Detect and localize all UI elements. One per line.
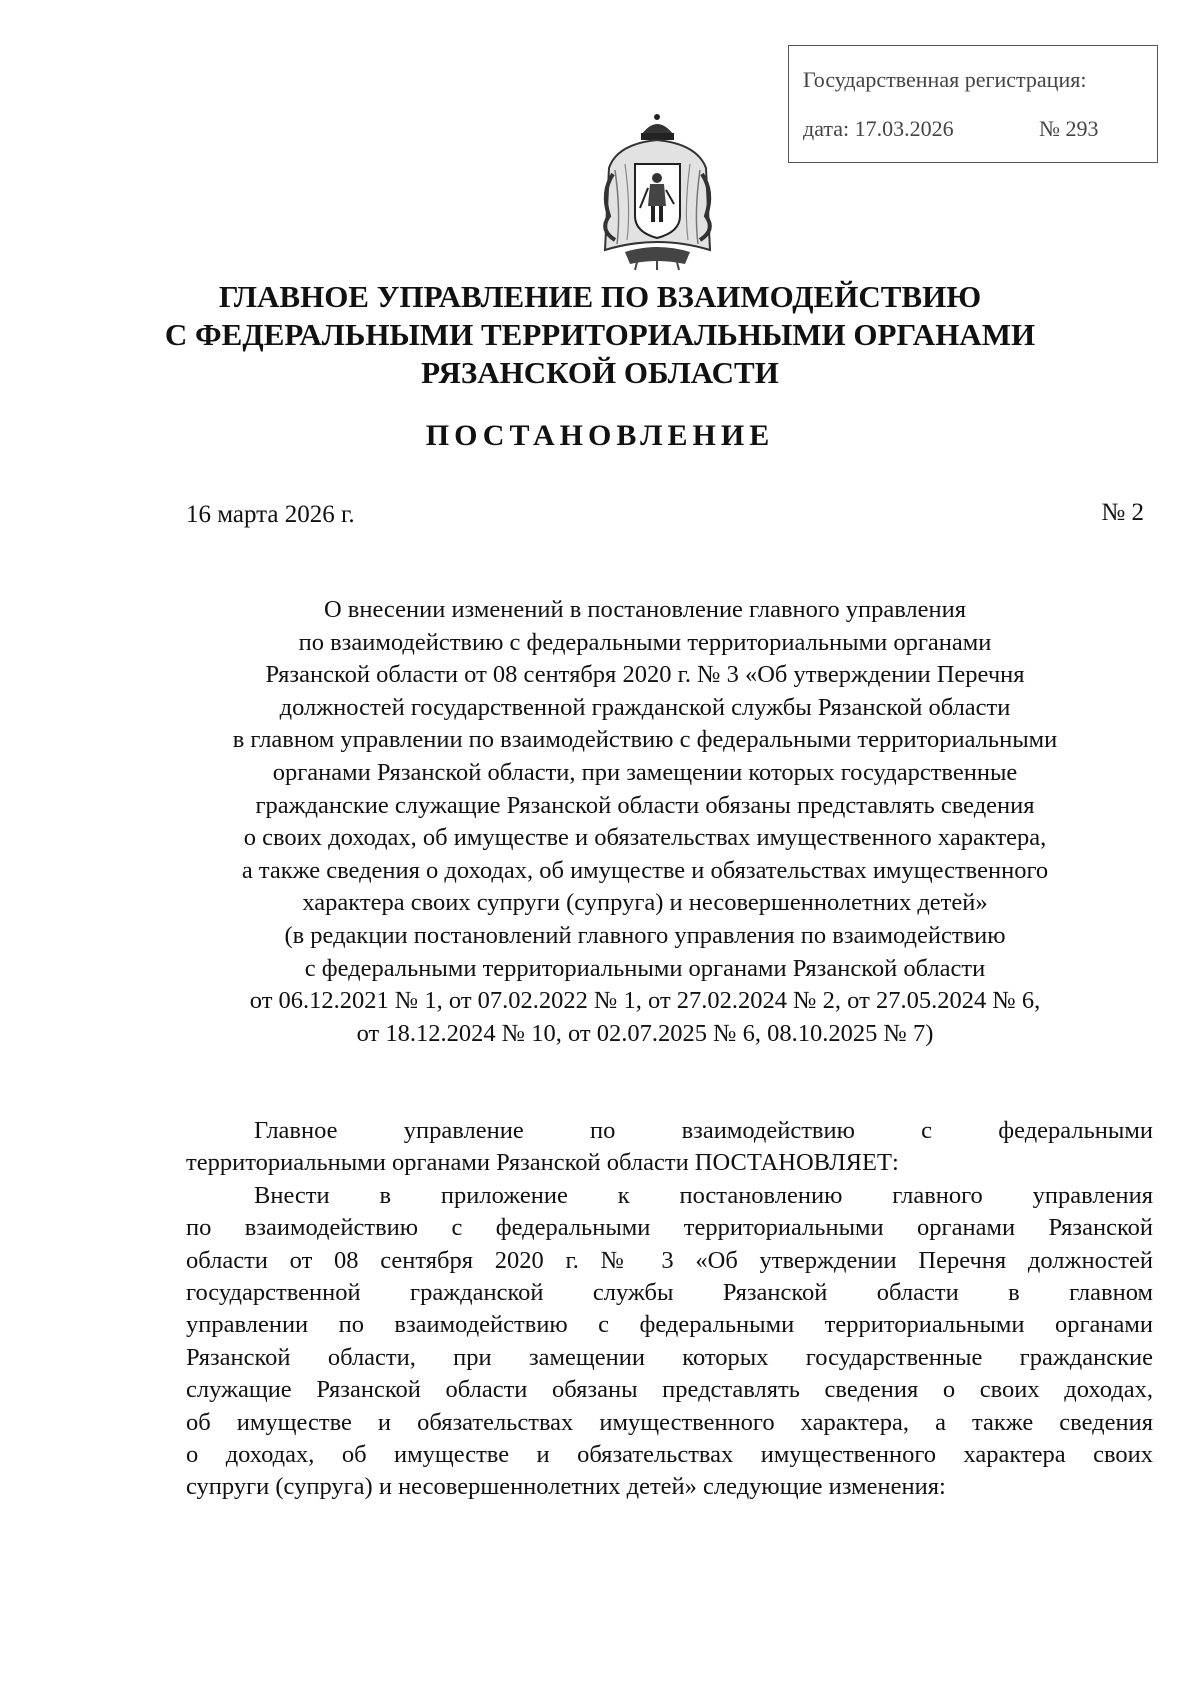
body-line: служащие Рязанской области обязаны представлять сведения о своих доходах, bbox=[186, 1376, 1153, 1404]
body-line: о доходах, об имуществе и обязательствах имущественного характера своих bbox=[186, 1441, 1153, 1469]
body-line: территориальными органами Рязанской области ПОСТАНОВЛЯЕТ: bbox=[186, 1149, 899, 1177]
document-body bbox=[186, 1115, 1153, 1504]
subject-line: Рязанской области от 08 сентября 2020 г. № 3 «Об утверждении Перечня bbox=[265, 661, 1025, 689]
subject-line: в главном управлении по взаимодействию с федеральными территориальными bbox=[232, 726, 1058, 754]
document-type: ПОСТАНОВЛЕНИЕ bbox=[425, 419, 775, 452]
organization-title-line: С ФЕДЕРАЛЬНЫМИ ТЕРРИТОРИАЛЬНЫМИ ОРГАНАМИ bbox=[164, 317, 1036, 352]
body-line: государственной гражданской службы Рязанской области в главном bbox=[186, 1279, 1153, 1307]
body-line: Рязанской области, при замещении которых государственные гражданские bbox=[186, 1343, 1153, 1371]
body-line: об имуществе и обязательствах имущественного характера, а также сведения bbox=[186, 1408, 1153, 1436]
registration-stamp bbox=[788, 45, 1158, 163]
document-date: 16 марта 2026 г. bbox=[186, 501, 355, 528]
body-line: Внести в приложение к постановлению главного управления bbox=[254, 1181, 1153, 1209]
body-line: управлении по взаимодействию с федеральными территориальными органами bbox=[186, 1311, 1153, 1339]
subject-line: с федеральными территориальными органами Рязанской области bbox=[304, 954, 986, 982]
subject-line: от 06.12.2021 № 1, от 07.02.2022 № 1, от 27.02.2024 № 2, от 27.05.2024 № 6, bbox=[249, 987, 1041, 1015]
body-line: Главное управление по взаимодействию с федеральными bbox=[254, 1117, 1153, 1144]
body-line: супруги (супруга) и несовершеннолетних детей» следующие изменения: bbox=[186, 1473, 946, 1501]
subject-line: а также сведения о доходах, об имуществе и обязательствах имущественного bbox=[241, 856, 1049, 884]
subject-line: (в редакции постановлений главного управления по взаимодействию bbox=[284, 921, 1006, 949]
subject-line: по взаимодействию с федеральными территориальными органами bbox=[298, 628, 992, 656]
subject-line: о своих доходах, об имуществе и обязательствах имущественного характера, bbox=[243, 824, 1047, 852]
registration-date: дата: 17.03.2026 bbox=[803, 116, 954, 141]
subject-line: от 18.12.2024 № 10, от 02.07.2025 № 6, 08.10.2025 № 7) bbox=[356, 1019, 934, 1047]
subject-line: характера своих супруги (супруга) и несовершеннолетних детей» bbox=[302, 889, 988, 917]
organization-title-line: РЯЗАНСКОЙ ОБЛАСТИ bbox=[421, 355, 779, 390]
subject-line: должностей государственной гражданской службы Рязанской области bbox=[279, 693, 1011, 721]
document-number: № 2 bbox=[1101, 499, 1144, 526]
subject-line: О внесении изменений в постановление главного управления bbox=[323, 596, 967, 623]
ryazan-coat-of-arms-icon bbox=[595, 112, 720, 272]
body-line: по взаимодействию с федеральными территориальными органами Рязанской bbox=[186, 1214, 1153, 1242]
registration-title: Государственная регистрация: bbox=[803, 67, 1087, 92]
body-line: области от 08 сентября 2020 г. № 3 «Об утверждении Перечня должностей bbox=[186, 1246, 1153, 1274]
organization-title-line: ГЛАВНОЕ УПРАВЛЕНИЕ ПО ВЗАИМОДЕЙСТВИЮ bbox=[218, 279, 982, 314]
organization-title bbox=[150, 278, 1050, 392]
subject-line: органами Рязанской области, при замещении которых государственные bbox=[272, 758, 1018, 786]
registration-number: № 293 bbox=[1039, 116, 1099, 141]
document-subject bbox=[160, 594, 1130, 1050]
subject-line: гражданские служащие Рязанской области обязаны представлять сведения bbox=[255, 791, 1035, 819]
